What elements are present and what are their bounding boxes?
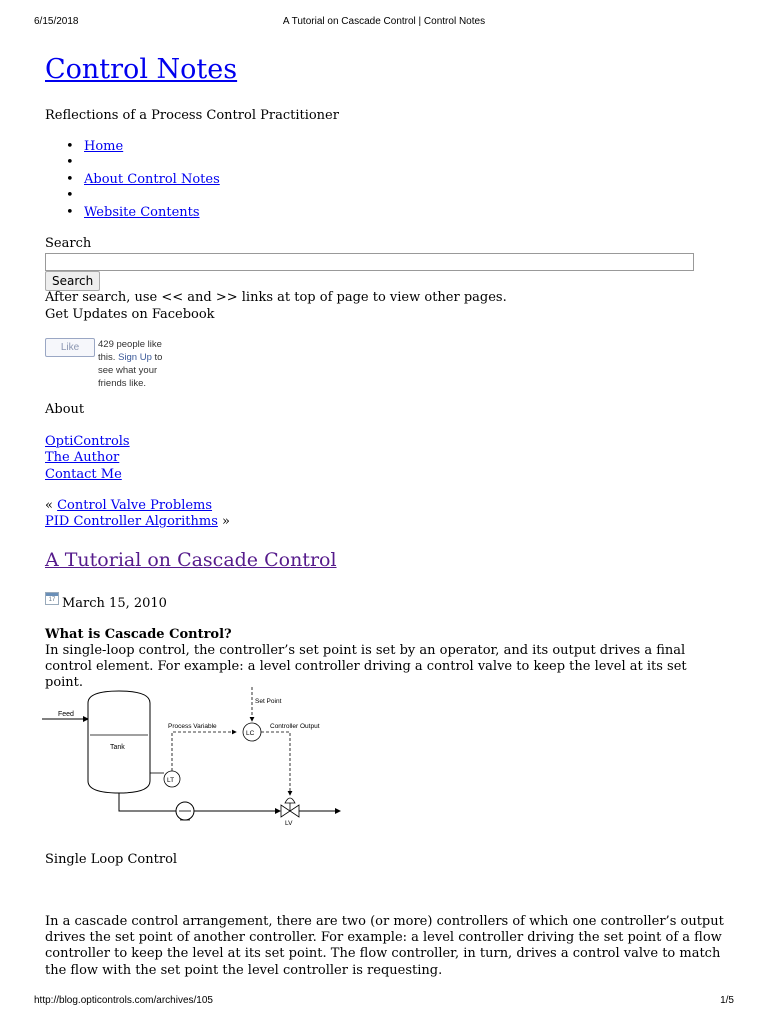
site-tagline: Reflections of a Process Control Practitioner bbox=[45, 108, 339, 123]
lt-label: LT bbox=[167, 777, 175, 784]
section-heading: What is Cascade Control? bbox=[45, 627, 232, 642]
nav-item-empty-1 bbox=[66, 155, 220, 171]
nav-item-home bbox=[66, 139, 220, 155]
site-title-link[interactable]: Control Notes bbox=[45, 54, 238, 85]
facebook-heading: Get Updates on Facebook bbox=[45, 307, 215, 322]
control-valve-right bbox=[290, 805, 299, 817]
nav-link-about-control-notes[interactable]: About Control Notes bbox=[84, 171, 220, 187]
control-valve-left bbox=[281, 805, 290, 817]
process-variable-signal bbox=[172, 732, 236, 771]
outlet-pipe bbox=[119, 793, 176, 811]
feed-label: Feed bbox=[58, 711, 74, 718]
post-title[interactable]: A Tutorial on Cascade Control bbox=[45, 549, 337, 571]
paragraph-cascade: In a cascade control arrangement, there are two (or more) controllers of which one controller’s output drives the set point of another controller. For example: a level controller driving the set point of a flow controller to keep the level at its set point. The flow controller, in turn, drives a control valve to match the flow with the set point the level controller is requesting. bbox=[45, 914, 724, 978]
about-heading: About bbox=[45, 402, 85, 417]
print-page-title: A Tutorial on Cascade Control | Control Notes bbox=[282, 16, 486, 27]
post-date: March 15, 2010 bbox=[62, 596, 167, 611]
paragraph-single-loop: In single-loop control, the controller’s set point is set by an operator, and its output drives a final control element. For example: a level controller driving a control valve to keep the level at its set point. bbox=[45, 643, 687, 691]
next-post-link[interactable]: PID Controller Algorithms bbox=[45, 514, 218, 530]
facebook-like-button[interactable]: Like bbox=[45, 338, 95, 357]
nav-item-contents bbox=[66, 205, 220, 221]
search-hint: After search, use << and >> links at top of page to view other pages. bbox=[45, 290, 507, 305]
link-the-author[interactable]: The Author bbox=[45, 450, 120, 466]
main-nav bbox=[66, 139, 220, 221]
nav-link-home[interactable]: Home bbox=[84, 139, 124, 154]
tank-label: Tank bbox=[110, 744, 125, 751]
tank-vessel bbox=[88, 691, 150, 793]
link-contact-me[interactable]: Contact Me bbox=[45, 466, 122, 482]
facebook-signup-link[interactable]: Sign Up bbox=[118, 352, 152, 363]
lv-label: LV bbox=[285, 820, 293, 827]
nav-link-website-contents[interactable]: Website Contents bbox=[84, 204, 200, 220]
process-variable-label: Process Variable bbox=[168, 723, 217, 730]
next-arrow: » bbox=[222, 514, 230, 530]
post-navigation bbox=[45, 498, 230, 531]
single-loop-diagram bbox=[40, 685, 345, 845]
prev-arrow: « bbox=[45, 498, 53, 513]
search-label: Search bbox=[45, 236, 92, 251]
search-button[interactable]: Search bbox=[45, 271, 100, 291]
set-point-label: Set Point bbox=[255, 698, 282, 705]
facebook-like-text: 429 people like this. Sign Up to see what your friends like. bbox=[98, 339, 163, 389]
link-opticontrols[interactable]: OptiControls bbox=[45, 434, 130, 449]
prev-post-link[interactable]: Control Valve Problems bbox=[57, 498, 213, 513]
print-date: 6/15/2018 bbox=[34, 16, 79, 27]
controller-output-signal bbox=[261, 732, 290, 795]
search-input[interactable] bbox=[45, 253, 694, 271]
print-page-number: 1/5 bbox=[720, 995, 734, 1006]
lc-label: LC bbox=[246, 730, 255, 737]
print-url: http://blog.opticontrols.com/archives/105 bbox=[34, 995, 213, 1006]
nav-item-about bbox=[66, 172, 220, 188]
calendar-icon: 17 bbox=[45, 592, 59, 605]
controller-output-label: Controller Output bbox=[270, 723, 320, 730]
valve-actuator bbox=[285, 798, 295, 803]
diagram-caption: Single Loop Control bbox=[45, 852, 178, 867]
nav-item-empty-2 bbox=[66, 188, 220, 204]
about-links bbox=[45, 434, 130, 483]
